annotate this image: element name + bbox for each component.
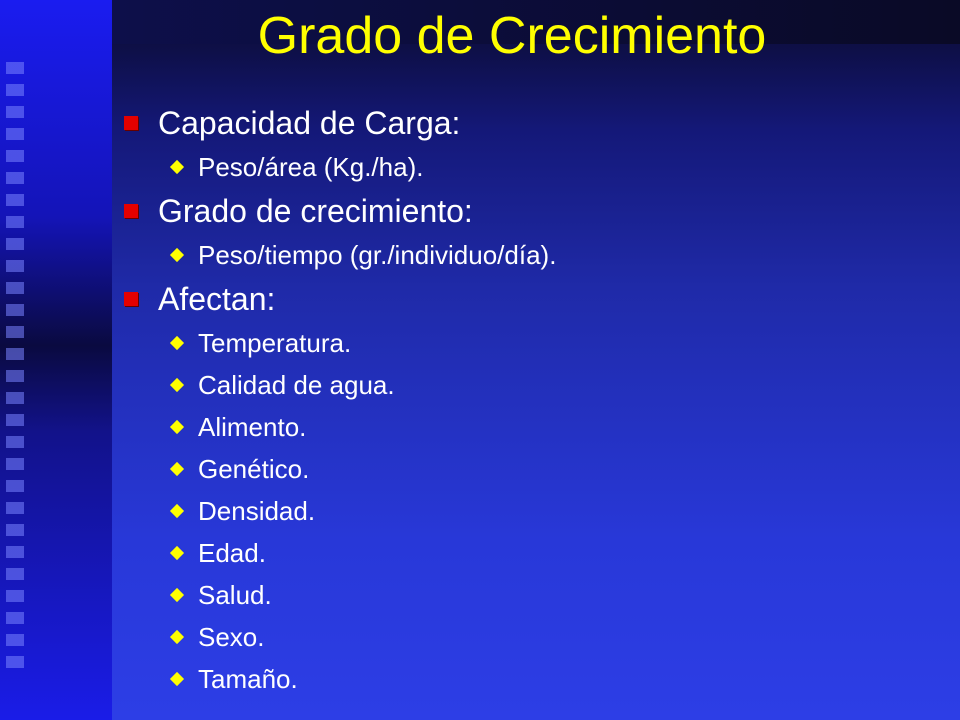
slide-title: Grado de Crecimiento xyxy=(257,7,767,65)
red-square-bullet-icon xyxy=(124,292,138,306)
bullet-list xyxy=(124,100,556,700)
strip-squares-pattern xyxy=(6,62,24,672)
yellow-diamond-bullet-icon xyxy=(170,336,184,350)
yellow-diamond-bullet-icon xyxy=(170,248,184,262)
sub-bullet-item xyxy=(124,658,556,700)
sub-bullet-item xyxy=(124,490,556,532)
sub-bullet-label: Alimento. xyxy=(198,411,307,442)
sub-bullet-label: Tamaño. xyxy=(198,663,298,694)
bullet-item xyxy=(124,276,556,322)
sub-bullet-label: Densidad. xyxy=(198,495,316,526)
sub-bullet-label: Peso/tiempo (gr./individuo/día). xyxy=(198,239,557,270)
yellow-diamond-bullet-icon xyxy=(170,630,184,644)
sub-bullet-item xyxy=(124,448,556,490)
yellow-diamond-bullet-icon xyxy=(170,546,184,560)
yellow-diamond-bullet-icon xyxy=(170,160,184,174)
sub-bullet-label: Genético. xyxy=(198,453,310,484)
sub-bullet-label: Temperatura. xyxy=(198,327,352,358)
sub-bullet-label: Edad. xyxy=(198,537,266,568)
sub-bullet-label: Peso/área (Kg./ha). xyxy=(198,151,424,182)
yellow-diamond-bullet-icon xyxy=(170,420,184,434)
sub-bullet-label: Calidad de agua. xyxy=(198,369,395,400)
red-square-bullet-icon xyxy=(124,204,138,218)
sub-bullet-item xyxy=(124,146,556,188)
sub-bullet-item xyxy=(124,616,556,658)
red-square-bullet-icon xyxy=(124,116,138,130)
sub-bullet-item xyxy=(124,574,556,616)
bullet-item xyxy=(124,100,556,146)
bullet-label: Capacidad de Carga: xyxy=(158,104,461,141)
yellow-diamond-bullet-icon xyxy=(170,672,184,686)
yellow-diamond-bullet-icon xyxy=(170,504,184,518)
sub-bullet-item xyxy=(124,322,556,364)
yellow-diamond-bullet-icon xyxy=(170,462,184,476)
bullet-label: Grado de crecimiento: xyxy=(158,192,473,229)
sub-bullet-item xyxy=(124,532,556,574)
left-decorative-strip xyxy=(0,0,112,720)
yellow-diamond-bullet-icon xyxy=(170,588,184,602)
sub-bullet-item xyxy=(124,364,556,406)
sub-bullet-label: Sexo. xyxy=(198,621,265,652)
sub-bullet-item xyxy=(124,234,556,276)
yellow-diamond-bullet-icon xyxy=(170,378,184,392)
sub-bullet-label: Salud. xyxy=(198,579,272,610)
bullet-label: Afectan: xyxy=(158,280,276,317)
bullet-item xyxy=(124,188,556,234)
sub-bullet-item xyxy=(124,406,556,448)
